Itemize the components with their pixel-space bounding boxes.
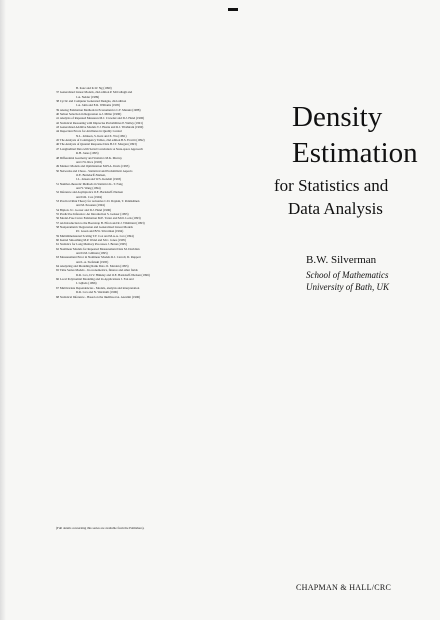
subtitle-line-1: for Statistics and (274, 176, 389, 195)
series-list-item: J.A. Nelder (1989) (76, 94, 100, 99)
series-list-item: 40 Subset Selection in Regression A.J. Miller (1990) (56, 112, 122, 117)
series-list-item: 58 Nonparametric Regression and Generalized Linear Models (56, 225, 133, 229)
series-list-item: 43 Generalized Additive Models T.J. Hastie and R.J. Tibshirani (1990) (56, 125, 144, 130)
series-list-item: J.L. Jensen and W.S. Kendall (1993) (76, 177, 122, 182)
publisher-name: CHAPMAN & HALL/CRC (296, 583, 392, 592)
series-list-item: and Y. Wang (1994) (76, 185, 101, 190)
series-list-item: 67 Multivariate Dependencies - Models, analysis and interpretation (56, 285, 140, 290)
series-list-item: and J.W. Rice (1993) (76, 159, 103, 164)
spine-shadow (0, 0, 6, 620)
series-list-item: 61 Statistics for Long Memory Processes J. Beran (1995) (56, 242, 127, 247)
title-line-2: Estimation (292, 137, 418, 169)
series-list-item: 52 Inference and Asymptotics O.E. Barndorff-Nielsen (56, 190, 123, 195)
series-list-item: 65 Time Series Models - In econometrics, finance and other fields (56, 268, 138, 273)
series-list-item: and L.A. Stefanski (1995) (76, 259, 109, 264)
series-list-item: B. Kotz and K.W. Ng (1990) (76, 86, 112, 90)
series-list-item: D.R. Cox, D.V. Hinkley and O.E. Barndorff-Nielsen (1996) (76, 272, 150, 277)
series-list-item: P.J. Green and B.W. Silverman (1994) (76, 229, 124, 234)
author-name: B.W. Silverman (306, 254, 377, 266)
series-list-item: 41 Analysis of Repeated Measures M.J. Crowder and D.J. Hand (1990) (56, 116, 145, 121)
series-list-item: N.L. Johnson, S. Kotz and X. Wu (1991) (76, 133, 127, 138)
series-list-item: and D.R. Cox (1994) (76, 194, 103, 199)
series-list-item: 56 Model-Free Curve Estimation M.E. Tarter and M.D. Lock (1993) (56, 216, 141, 221)
series-list-item: 42 Statistical Reasoning with Imprecise Probabilities P. Walley (1991) (56, 120, 143, 125)
series-list-item: 54 Biplots J.C. Gower and D.J. Hand (1996) (56, 207, 112, 212)
series-list (56, 86, 206, 299)
series-list-item: 50 Networks and Chaos - Statistical and Probabilistic Aspects (56, 168, 133, 173)
series-list-item: 51 Number-theoretic Methods in Statistics K.-T. Fang (56, 181, 123, 186)
series-list-item: and M. Pesonen (1994) (76, 203, 105, 208)
series-list-item: and D.M. Giltinan (1995) (76, 251, 108, 256)
series-list-item: 66 Local Polynomial Modeling and its Applications J. Fan and (56, 277, 134, 282)
series-list-item: 45 The Analysis of Contingency Tables, 2nd edition B.S. Everitt (1992) (56, 138, 145, 143)
series-list-item: 63 Measurement Error in Nonlinear Models R.J. Carroll, D. Ruppert (56, 255, 141, 260)
series-footnote: (Full details concerning this series are available from the Publishers). (56, 526, 145, 530)
series-list-item: 68 Statistical Inference - Based on the likelihood A. Azzalini (1996) (56, 294, 141, 299)
series-list-item: R.H. Jones (1993) (76, 151, 99, 156)
series-list-item: 46 The Analysis of Quantal Response Data B.J.T. Morgan (1993) (56, 142, 137, 147)
affiliation-line-1: School of Mathematics (306, 270, 389, 280)
series-list-item: 49 Markov Models and Optimization M.H.A. Davis (1993) (56, 164, 130, 169)
series-list-item: I. Gijbels (1996) (76, 281, 97, 286)
corner-mark (228, 8, 238, 11)
affiliation-line-2: University of Bath, UK (306, 282, 389, 292)
series-list-item: 62 Nonlinear Models for Repeated Measurement Data M. Davidian (56, 246, 140, 251)
series-list-item: 53 Practical Risk Theory for Actuaries C.D. Daykin, T. Pentikäinen (56, 198, 140, 203)
series-list-item: 48 Differential Geometry and Statistics M.K. Murray (56, 155, 122, 160)
series-list-item: 64 Analyzing and Modeling Rank Data J.I. Marden (1995) (56, 264, 129, 269)
series-list-item: 55 Predictive Inference: An Introduction S. Geisser (1993) (56, 211, 129, 216)
series-list-item: J.A. John and E.R. Williams (1995) (76, 103, 121, 108)
series-list-item: 39 Analog Estimation Methods in Econometrics C.F. Manski (1988) (56, 107, 141, 112)
series-list-item: 57 An Introduction to the Bootstrap B. Efron and R.J. Tibshirani (1993) (56, 220, 145, 225)
subtitle-line-2: Data Analysis (288, 199, 383, 218)
series-list-item: 38 Cyclic and Computer Generated Designs, 2nd edition (56, 99, 127, 104)
series-list-item: 44 Inspection Errors for Attributes in Quality Control (56, 129, 123, 134)
series-list-item: 59 Multidimensional Scaling T.F. Cox and M.A.A. Cox (1994) (56, 233, 134, 238)
series-list-item: 47 Longitudinal Data with Serial Correlation: A State-space Approach (56, 146, 143, 151)
series-list-item: O.E. Barndorff-Nielsen, (76, 172, 106, 177)
series-list-item: 60 Kernel Smoothing M.P. Wand and M.C. Jones (1995) (56, 238, 126, 243)
title-line-1: Density (292, 101, 383, 133)
series-list-item: 37 Generalized Linear Models, 2nd edition P. McCullagh and (56, 90, 133, 95)
series-list-item: D.R. Cox and N. Wermuth (1996) (76, 290, 118, 295)
